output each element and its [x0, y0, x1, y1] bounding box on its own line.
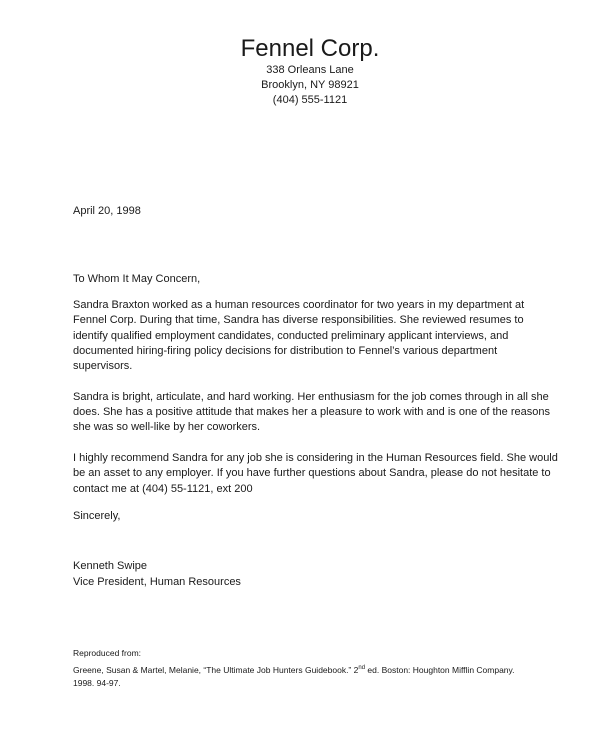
text-line: be an asset to any employer. If you have further questions about Sandra, please do not hesitate to [73, 467, 551, 479]
salutation: To Whom It May Concern, [73, 273, 201, 285]
address-line-1: 338 Orleans Lane [266, 64, 354, 76]
text-line: contact me at (404) 55-1121, ext 200 [73, 483, 253, 495]
closing: Sincerely, [73, 510, 121, 522]
citation-line-2: 1998. 94-97. [73, 678, 121, 688]
signer-name: Kenneth Swipe [73, 560, 147, 572]
phone: (404) 555-1121 [272, 94, 348, 106]
text-line: identify qualified employment candidates, conducted preliminary applicant interviews, and [73, 330, 509, 342]
text-line: she was so well-like by her coworkers. [73, 421, 261, 433]
company-name: Fennel Corp. [240, 35, 380, 62]
text-line: documented hiring-firing policy decisions for distribution to Fennel’s various department [73, 345, 498, 357]
citation-text: Greene, Susan & Martel, Melanie, “The Ultimate Job Hunters Guidebook.” 2 [73, 664, 359, 675]
text-line: Sandra is bright, articulate, and hard working. Her enthusiasm for the job comes through in all she [73, 391, 549, 403]
text-line: supervisors. [73, 360, 133, 372]
citation-superscript: nd [358, 665, 366, 671]
address-line-2: Brooklyn, NY 98921 [261, 79, 359, 91]
source-label: Reproduced from: [73, 648, 142, 658]
text-line: I highly recommend Sandra for any job she is considering in the Human Resources field. She would [73, 452, 558, 464]
letter-date: April 20, 1998 [73, 205, 141, 217]
text-line: Fennel Corp. During that time, Sandra has diverse responsibilities. She reviewed resumes to [73, 314, 524, 326]
signer-title: Vice President, Human Resources [73, 576, 241, 588]
text-line: does. She has a positive attitude that makes her a pleasure to work with and is one of the reasons [73, 406, 550, 418]
citation-text: ed. Boston: Houghton Mifflin Company. [365, 664, 515, 675]
text-line: Sandra Braxton worked as a human resources coordinator for two years in my department at [73, 299, 525, 311]
citation-line-1 [73, 662, 515, 676]
